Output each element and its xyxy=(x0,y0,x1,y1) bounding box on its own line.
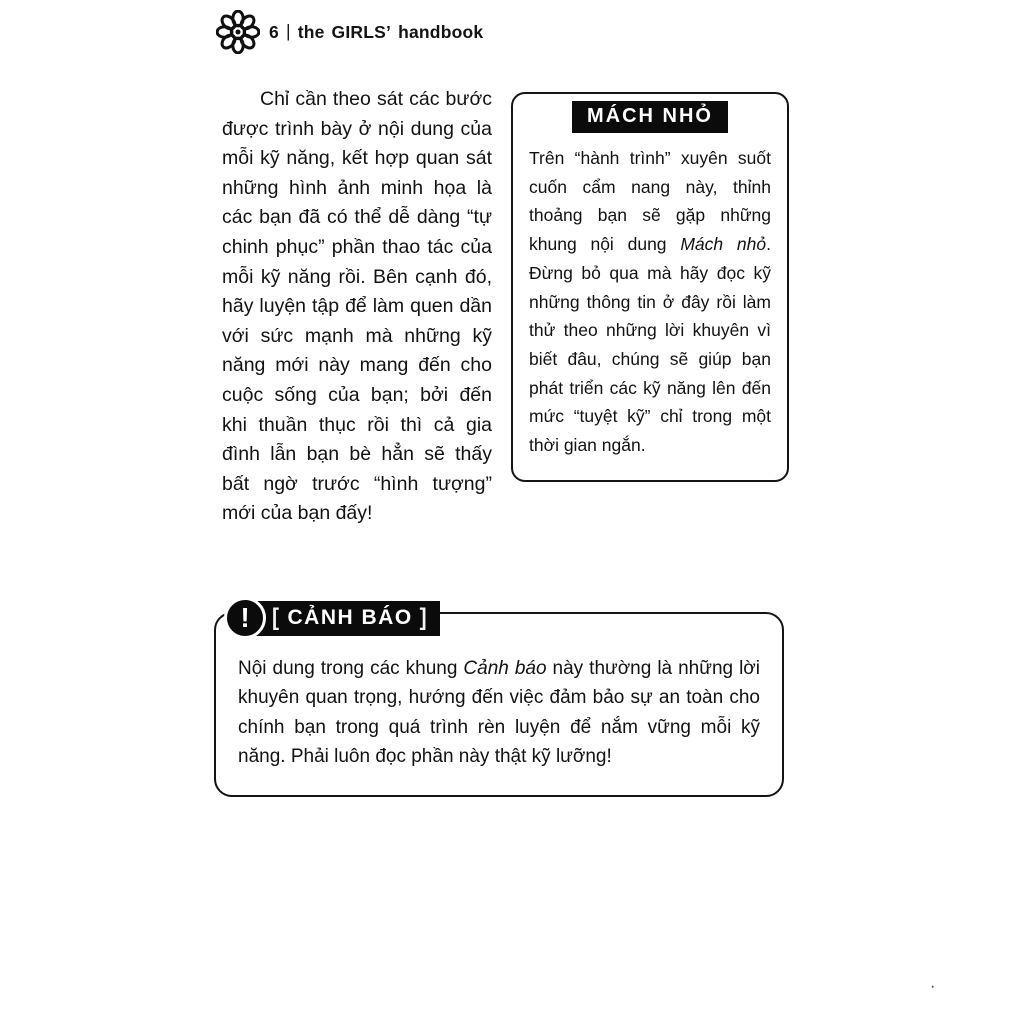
intro-paragraph: Chỉ cần theo sát các bước được trình bày ở nội dung của mỗi kỹ năng, kết hợp quan sát những hình ảnh minh họa là các bạn đã có thể dễ dàng “tự chinh phục” phần thao tác của mỗi kỹ năng rồi. Bên cạnh đó, hãy luyện tập để làm quen dần với sức mạnh mà những kỹ năng mới này mang đến cho cuộc sống của bạn; bởi đến khi thuần thục rồi thì cả gia đình lẫn bạn bè hẳn sẽ thấy bất ngờ trước “hình tượng” mới của bạn đấy! xyxy=(222,88,492,525)
exclamation-icon: ! xyxy=(224,597,266,639)
title-suffix: handbook xyxy=(398,21,484,42)
header-title xyxy=(269,22,483,43)
page-number: 6 xyxy=(269,21,279,42)
flower-icon xyxy=(216,10,260,54)
title-prefix: the xyxy=(297,21,325,42)
bracket-right: ] xyxy=(419,603,429,631)
page-header xyxy=(216,10,483,54)
warning-body-before: Nội dung trong các khung xyxy=(238,658,464,679)
page-mark: · xyxy=(930,978,936,995)
tip-box xyxy=(511,92,789,482)
bracket-left: [ xyxy=(272,603,281,631)
tip-body-before: Trên “hành trình” xuyên suốt cuốn cẩm nang này, thỉnh thoảng bạn sẽ gặp những khung nội dung xyxy=(529,148,771,255)
tip-body-italic: Mách nhỏ xyxy=(680,234,767,255)
warning-box-title xyxy=(256,601,440,636)
title-emphasis: GIRLS’ xyxy=(331,21,392,42)
header-divider: | xyxy=(285,20,291,41)
tip-box-title: MÁCH NHỎ xyxy=(572,101,728,133)
warning-body-after: này thường là những lời khuyên quan trọng, hướng đến việc đảm bảo sự an toàn cho chính bạn trong quá trình rèn luyện để nắm vững mỗi kỹ năng. Phải luôn đọc phần này thật kỹ lưỡng! xyxy=(238,658,760,767)
warning-label xyxy=(224,597,440,639)
tip-body-after: . Đừng bỏ qua mà hãy đọc kỹ những thông tin ở đây rồi làm thử theo những lời khuyên vì biết đâu, chúng sẽ giúp bạn phát triển các kỹ năng lên đến mức “tuyệt kỹ” chỉ trong một thời gian ngắn. xyxy=(529,234,771,456)
tip-box-body xyxy=(529,144,771,460)
warning-box xyxy=(214,602,784,797)
warning-box-body xyxy=(238,654,760,771)
warning-title-text: CẢNH BÁO xyxy=(287,605,413,629)
warning-body-italic: Cảnh báo xyxy=(463,658,547,679)
